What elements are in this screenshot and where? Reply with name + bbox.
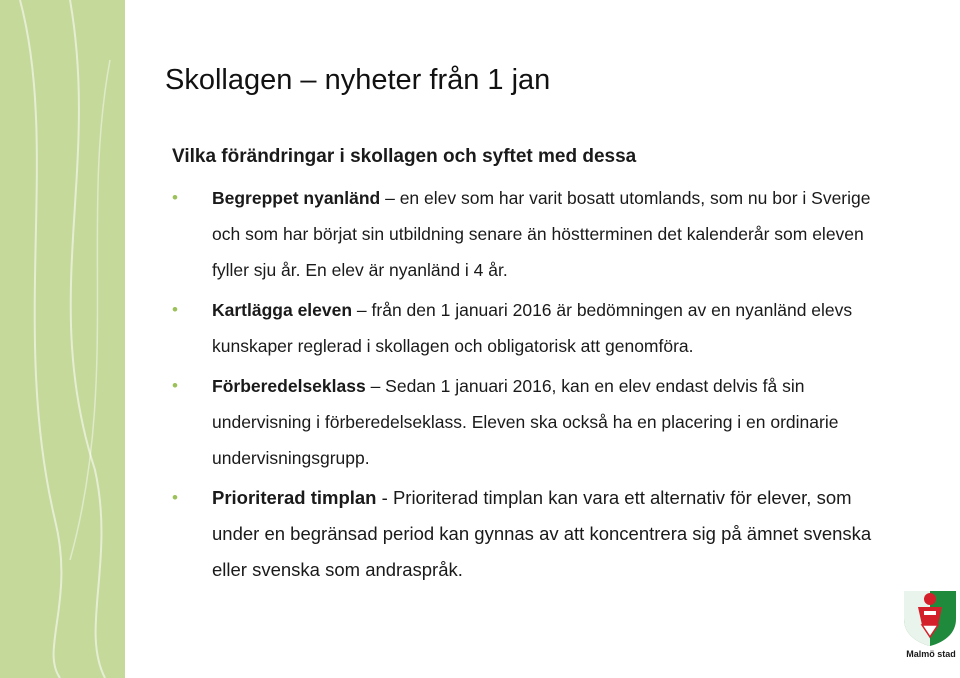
bullet-term: Förberedelseklass	[212, 376, 366, 396]
bullet-icon: •	[172, 300, 178, 319]
bullet-item-nyanland	[172, 180, 892, 288]
logo-label: Malmö stad	[906, 649, 956, 659]
bullet-item-forberedelseklass	[172, 368, 892, 476]
bullet-text: från den 1 januari 2016 är bedömningen av en nyanländ elevs kunskaper reglerad i skollagen och obligatorisk att genomföra.	[212, 300, 853, 356]
slide-title: Skollagen – nyheter från 1 jan	[165, 64, 551, 96]
bullet-separator: -	[376, 487, 393, 508]
bullet-text: Sedan 1 januari 2016, kan en elev endast delvis få sin undervisning i förberedelseklass. Eleven ska också ha en placering i en ordinarie undervisningsgrupp.	[212, 376, 839, 468]
bullet-term: Kartlägga eleven	[212, 300, 353, 320]
bullet-item-kartlagga	[172, 292, 892, 364]
bullet-item-timplan	[172, 480, 892, 588]
malmo-coat-of-arms-icon	[900, 585, 960, 647]
bullet-separator: –	[380, 188, 400, 208]
bullet-list	[172, 180, 892, 592]
decorative-side-band	[0, 0, 125, 678]
slide-subtitle: Vilka förändringar i skollagen och syftet med dessa	[172, 146, 637, 167]
bullet-term: Begreppet nyanländ	[212, 188, 381, 208]
bullet-icon: •	[172, 188, 178, 207]
bullet-text: en elev som har varit bosatt utomlands, som nu bor i Sverige och som har börjat sin utbildning senare än höstterminen det kalenderår som eleven fyller sju år. En elev är nyanländ i 4 år.	[212, 188, 871, 280]
side-band-curves	[0, 0, 125, 678]
bullet-text: Prioriterad timplan kan vara ett alternativ för elever, som under en begränsad period kan gynnas av att koncentrera sig på ämnet svenska eller svenska som andraspråk.	[212, 487, 872, 580]
bullet-icon: •	[172, 488, 178, 507]
bullet-icon: •	[172, 376, 178, 395]
malmo-stad-logo	[900, 585, 960, 665]
bullet-separator: –	[365, 376, 386, 396]
bullet-separator: –	[352, 300, 372, 320]
bullet-term: Prioriterad timplan	[212, 487, 377, 508]
